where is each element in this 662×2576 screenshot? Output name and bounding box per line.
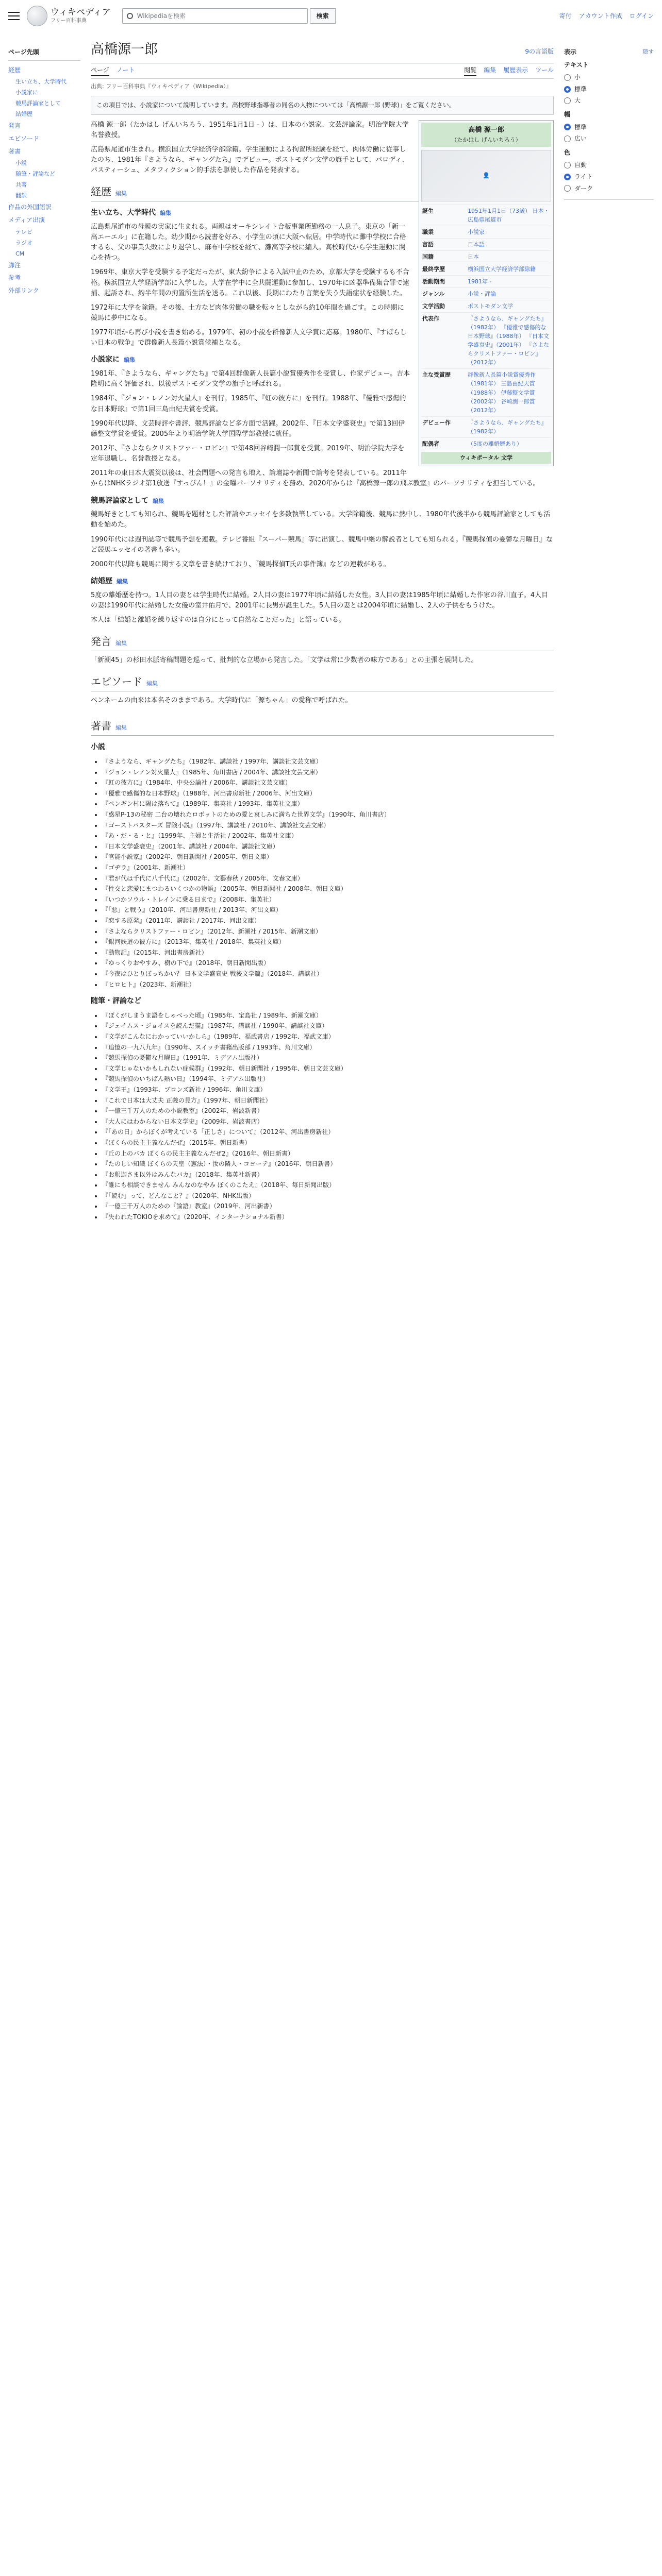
search-icon <box>127 13 133 19</box>
book-item: • 『大人にはわからない日本文学史』（2009年、岩波書店） <box>102 1116 554 1127</box>
book-item: • 『一億三千万人のための小説教室』（2002年、岩波新書） <box>102 1106 554 1116</box>
book-item: • 『競馬探偵の憂鬱な月曜日』（1991年、ミデアム出版社） <box>102 1053 554 1063</box>
infobox-row <box>421 226 551 238</box>
essays-heading: 随筆・評論など <box>91 997 141 1006</box>
radio-icon <box>564 162 571 168</box>
book-item: • 『失われたTOKIOを求めて』（2020年、インターナショナル新書） <box>102 1212 554 1223</box>
toc-item[interactable]: メディア出演 <box>8 216 45 224</box>
book-item: • 『たのしい知識 ぼくらの天皇（憲法）・汝の隣人・コヨーテ』（2016年、朝日新書） <box>102 1159 554 1170</box>
book-item: • 『ゴーストバスターズ 冒険小説』（1997年、講談社 / 2010年、講談社文芸文庫） <box>102 820 554 831</box>
paragraph: 1972年に大学を除籍。その後、土方など肉体労働の職を転々としながら約10年間を過ごす。この時期に競馬に夢中になる。 <box>91 303 404 323</box>
edit-link[interactable]: 編集 <box>160 210 171 217</box>
toc-item[interactable]: 外部リンク <box>8 286 39 294</box>
width-label: 幅 <box>564 110 571 118</box>
novels-heading: 小説 <box>91 743 105 752</box>
infobox-key: 活動期間 <box>422 278 445 285</box>
infobox-value[interactable]: ポストモダン文学 <box>468 303 514 310</box>
infobox-name: 高橋 源一郎 <box>468 126 504 134</box>
toc-list <box>8 64 80 297</box>
infobox-row <box>421 275 551 287</box>
language-button[interactable]: 9の言語版 <box>525 48 554 55</box>
book-item: • 『ペンギン村に陽は落ちて』（1989年、集英社 / 1993年、集英社文庫） <box>102 799 554 809</box>
infobox-key: デビュー作 <box>422 419 451 426</box>
book-item: • 『さよならクリストファー・ロビン』（2012年、新潮社 / 2015年、新潮文庫） <box>102 926 554 937</box>
radio-label: 自動 <box>574 161 587 169</box>
radio-icon <box>564 86 571 93</box>
book-item: • 『君が代は千代に八千代に』（2002年、文藝春秋 / 2005年、文春文庫） <box>102 873 554 884</box>
toc-subitem[interactable]: 競馬評論家として <box>15 100 61 107</box>
book-item: • 『ジェイムス・ジョイスを読んだ猫』（1987年、講談社 / 1990年、講談社文庫） <box>102 1021 554 1031</box>
infobox-value[interactable]: 『さようなら、ギャングたち』（1982年） 『優雅で感傷的な日本野球』（1988年） 『日本文学盛衰史』（2001年） 『さよならクリストファー・ロビン』（2012年） <box>468 315 549 366</box>
paragraph: 2000年代以降も競馬に関する文章を書き続けており、『競馬探偵T氏の事件簿』などの連載がある。 <box>91 560 390 568</box>
book-item: • 『性交と恋愛にまつわるいくつかの物語』（2005年、朝日新聞社 / 2008年、朝日文庫） <box>102 884 554 894</box>
paragraph: 2011年の東日本大震災以後は、社会問題への発言も増え、論壇誌や新聞で論考を発表している。2011年からはNHKラジオ第1放送『すっぴん！』の金曜パーソナリティを務め、2020年からは『高橋源一郎の飛ぶ教室』のパーソナリティを担当している。 <box>91 469 540 488</box>
toc-subitem[interactable]: 翻訳 <box>15 192 27 199</box>
infobox-row <box>421 263 551 275</box>
book-item: • 『虹の彼方に』（1984年、中央公論社 / 2006年、講談社文芸文庫） <box>102 777 554 788</box>
book-item: • 『ジョン・レノン対火星人』（1985年、角川書店 / 2004年、講談社文芸文庫） <box>102 767 554 778</box>
tab-edit[interactable]: 編集 <box>484 66 496 74</box>
book-item: • 『競馬探偵のいちばん熱い日』（1994年、ミデアム出版社） <box>102 1074 554 1084</box>
donate-link[interactable]: 寄付 <box>559 12 572 20</box>
book-item: • 『一億三千万人のための『論語』教室』（2019年、河出新書） <box>102 1201 554 1212</box>
infobox-key: 文学活動 <box>422 303 445 310</box>
width-option[interactable] <box>564 122 654 133</box>
book-item: • 『誰にも相談できません みんなのなやみ ぼくのこたえ』（2018年、毎日新聞出版） <box>102 1180 554 1191</box>
section-heading: 経歴 <box>91 185 111 198</box>
book-item: • 『日本文学盛衰史』（2001年、講談社 / 2004年、講談社文庫） <box>102 841 554 852</box>
radio-label: 広い <box>574 135 587 143</box>
logo-subtitle: フリー百科事典 <box>51 18 87 24</box>
book-item: • 『ゴヂラ』（2001年、新潮社） <box>102 862 554 873</box>
book-item: • 『優雅で感傷的な日本野球』（1988年、河出書房新社 / 2006年、河出文庫） <box>102 788 554 799</box>
toc-item[interactable]: 著書 <box>8 147 21 155</box>
paragraph: ペンネームの由来は本名そのままである。大学時代に「源ちゃん」の愛称で呼ばれた。 <box>91 697 352 705</box>
main-menu-icon[interactable] <box>8 12 20 20</box>
toc-subitem[interactable]: 小説家に <box>15 89 38 96</box>
toc-subitem[interactable]: テレビ <box>15 228 32 235</box>
radio-label: ライト <box>574 173 593 180</box>
infobox-key: ジャンル <box>422 291 445 298</box>
tab-read[interactable]: 閲覧 <box>464 65 476 76</box>
appearance-panel <box>564 47 654 205</box>
lead-paragraph: 高橋 源一郎（たかはし げんいちろう、1951年1月1日 - ）は、日本の小説家、文芸評論家。明治学院大学名誉教授。 <box>91 121 409 139</box>
toc-subitem[interactable]: ラジオ <box>15 239 32 246</box>
text-size-label: テキスト <box>564 61 589 69</box>
tab-tools[interactable]: ツール <box>535 66 554 74</box>
radio-label: 小 <box>574 74 581 81</box>
radio-label: 標準 <box>574 85 587 93</box>
toc-item[interactable]: 発言 <box>8 122 21 130</box>
edit-link[interactable]: 編集 <box>115 724 127 732</box>
login-link[interactable]: ログイン <box>629 12 654 20</box>
infobox-row <box>421 250 551 263</box>
header <box>0 0 662 32</box>
infobox-key: 国籍 <box>422 253 434 260</box>
novels-list <box>102 756 554 990</box>
paragraph: 2012年、『さよならクリストファー・ロビン』で第48回谷崎潤一郎賞を受賞。2019年、明治学院大学を定年退職し、名誉教授となる。 <box>91 445 405 463</box>
infobox-row <box>421 368 551 416</box>
edit-link[interactable]: 編集 <box>115 640 127 647</box>
book-item: • 『動物記』（2015年、河出書房新社） <box>102 947 554 958</box>
toc-subitem[interactable]: 共著 <box>15 181 27 189</box>
toc-item[interactable]: 経歴 <box>8 66 21 74</box>
subsection-heading: 競馬評論家として <box>91 496 148 505</box>
paragraph: 本人は「結婚と離婚を繰り返すのは自分にとって自然なことだった」と語っている。 <box>91 616 345 624</box>
toc-subitem[interactable]: CM <box>15 250 25 257</box>
radio-icon <box>564 74 571 81</box>
paragraph: 「新潮45」の杉田水脈寄稿問題を巡って、批判的な立場から発言した。「文学は常に少数者の味方である」との主張を展開した。 <box>91 656 478 665</box>
infobox-value[interactable]: 『さようなら、ギャングたち』（1982年） <box>468 419 547 435</box>
portrait-image[interactable]: 👤 <box>421 150 551 201</box>
tab-talk[interactable]: ノート <box>116 66 135 74</box>
section-heading: エピソード <box>91 675 142 688</box>
books-heading: 著書 <box>91 720 111 733</box>
section-heading: 発言 <box>91 635 111 648</box>
radio-label: 大 <box>574 97 581 105</box>
hide-button[interactable]: 隠す <box>642 48 654 55</box>
infobox-row <box>421 300 551 312</box>
infobox-value[interactable]: 小説・評論 <box>468 291 496 298</box>
book-item: • 『丘の上のバカ ぼくらの民主主義なんだぜ2』（2016年、朝日新書） <box>102 1148 554 1159</box>
toc-subitem[interactable]: 生い立ち、大学時代 <box>15 78 67 86</box>
book-item: • 『ヒロヒト』（2023年、新潮社） <box>102 979 554 990</box>
infobox-value[interactable]: 1981年 - <box>468 278 492 285</box>
radio-label: ダーク <box>574 184 593 192</box>
search-button[interactable]: 検索 <box>310 8 336 24</box>
infobox-value[interactable]: 群像新人長篇小説賞優秀作（1981年） 三島由紀夫賞（1988年） 伊藤整文学賞（2002年） 谷崎潤一郎賞（2012年） <box>468 371 536 414</box>
toc-title[interactable]: ページ先頭 <box>8 47 80 61</box>
infobox-row <box>421 205 551 226</box>
radio-label: 標準 <box>574 123 587 131</box>
infobox-key: 最終学歴 <box>422 265 445 273</box>
color-label: 色 <box>564 148 571 156</box>
infobox-footer[interactable]: ウィキポータル 文学 <box>421 452 551 464</box>
book-item: • 『さようなら、ギャングたち』（1982年、講談社 / 1997年、講談社文芸文庫） <box>102 756 554 767</box>
infobox-key: 言語 <box>422 241 434 248</box>
book-item: • 『ゆっくりおやすみ、樹の下で』（2018年、朝日新聞出版） <box>102 958 554 969</box>
infobox-row <box>421 238 551 250</box>
globe-icon <box>27 6 47 26</box>
paragraph: 1984年、『ジョン・レノン対火星人』を刊行。1985年、『虹の彼方に』を刊行。1988年、『優雅で感傷的な日本野球』で第1回三島由紀夫賞を受賞。 <box>91 395 406 413</box>
infobox-key: 主な受賞歴 <box>422 371 451 379</box>
toc-subitem[interactable]: 随筆・評論など <box>15 171 55 178</box>
paragraph: 1977年頃から再び小説を書き始める。1979年、初の小説を群像新人文学賞に応募。1980年、『すばらしい日本の戦争』で群像新人長篇小説賞候補となる。 <box>91 329 407 347</box>
tab-history[interactable]: 履歴表示 <box>503 66 528 74</box>
book-item: • 『これで日本は大丈夫 正義の見方』（1997年、朝日新聞社） <box>102 1095 554 1106</box>
infobox-key: 代表作 <box>422 315 439 323</box>
book-item: • 『ぼくらの民主主義なんだぜ』（2015年、朝日新書） <box>102 1138 554 1148</box>
book-item: • 『恋する原発』（2011年、講談社 / 2017年、河出文庫） <box>102 916 554 926</box>
appearance-title: 表示 <box>564 48 577 56</box>
edit-link[interactable]: 編集 <box>124 357 135 364</box>
wikipedia-logo[interactable] <box>27 6 111 26</box>
infobox-key: 職業 <box>422 228 434 235</box>
book-item: • 『「あの日」からぼくが考えている「正しさ」について』（2012年、河出書房新社） <box>102 1127 554 1138</box>
toc-item[interactable]: 参考 <box>8 274 21 282</box>
infobox-value[interactable]: 小説家 <box>468 228 485 235</box>
book-item: • 『文学じゃないかもしれない症候群』（1992年、朝日新聞社 / 1995年、朝日文芸文庫） <box>102 1063 554 1074</box>
infobox-value[interactable]: 日本語 <box>468 241 485 248</box>
infobox-row <box>421 287 551 300</box>
book-item: • 『お釈迦さま以外はみんなバカ』（2018年、集英社新書） <box>102 1170 554 1180</box>
subsection-heading: 生い立ち、大学時代 <box>91 209 156 217</box>
infobox-value[interactable]: （5度の離婚歴あり） <box>468 440 522 447</box>
infobox-value[interactable]: 横浜国立大学経済学部除籍 <box>468 265 536 273</box>
radio-icon <box>564 174 571 180</box>
edit-link[interactable]: 編集 <box>146 680 158 687</box>
infobox <box>419 120 554 466</box>
book-item: • 『文学がこんなにわかっていいかしら』（1989年、福武書店 / 1992年、福武文庫） <box>102 1031 554 1042</box>
main-content <box>91 32 554 1227</box>
color-option[interactable] <box>564 171 654 183</box>
infobox-value[interactable]: 1951年1月1日（73歳） 日本・広島県尾道市 <box>468 207 550 223</box>
book-item: • 『今夜はひとりぼっちかい？ 日本文学盛衰史 戦後文学篇』（2018年、講談社） <box>102 969 554 979</box>
radio-icon <box>564 124 571 130</box>
paragraph: 競馬好きとしても知られ、競馬を題材とした評論やエッセイを多数執筆している。大学除籍後、競馬に熱中し、1980年代後半から競馬評論家としても活動を始めた。 <box>91 511 551 529</box>
table-of-contents <box>8 47 80 297</box>
paragraph: 1990年代以降、文芸時評や書評、競馬評論など多方面で活躍。2002年、『日本文学盛衰史』で第13回伊藤整文学賞を受賞。2005年より明治学院大学国際学部教授に就任。 <box>91 419 405 438</box>
toc-subitem[interactable]: 小説 <box>15 160 27 167</box>
book-item: • 『いつかソウル・トレインに乗る日まで』（2008年、集英社） <box>102 894 554 905</box>
create-account-link[interactable]: アカウント作成 <box>578 12 622 20</box>
tab-page[interactable]: ページ <box>91 65 109 76</box>
book-item: • 『あ・だ・る・と』（1999年、主婦と生活社 / 2002年、集英社文庫） <box>102 831 554 841</box>
width-option[interactable] <box>564 133 654 145</box>
text-size-option[interactable] <box>564 95 654 107</box>
book-item: • 『銀河鉄道の彼方に』（2013年、集英社 / 2018年、集英社文庫） <box>102 937 554 947</box>
toc-item[interactable]: 作品の外国語訳 <box>8 204 52 211</box>
toc-item[interactable]: エピソード <box>8 134 40 142</box>
book-item: • 『官能小説家』（2002年、朝日新聞社 / 2005年、朝日文庫） <box>102 852 554 862</box>
infobox-value[interactable]: 日本 <box>468 253 479 260</box>
book-item: • 『ぼくがしまうま語をしゃべった頃』（1985年、宝島社 / 1989年、新潮文庫） <box>102 1010 554 1021</box>
infobox-key: 配偶者 <box>422 440 439 447</box>
edit-link[interactable]: 編集 <box>153 497 164 504</box>
page-title: 高橋源一郎 <box>91 42 158 57</box>
subsection-heading: 小説家に <box>91 355 120 364</box>
infobox-row <box>421 312 551 368</box>
logo-title: ウィキペディア <box>51 7 111 18</box>
search-placeholder: Wikipediaを検索 <box>137 12 186 20</box>
book-item: • 『惑星P-13の秘密 二台の壊れたロボットのための愛と哀しみに満ちた世界文学』（1990年、角川書店） <box>102 809 554 820</box>
toc-subitem[interactable]: 結婚歴 <box>15 111 32 118</box>
infobox-row <box>421 416 551 437</box>
infobox-row <box>421 437 551 450</box>
infobox-reading: （たかはし げんいちろう） <box>451 136 521 143</box>
lead-paragraph: 広島県尾道市生まれ。横浜国立大学経済学部除籍。学生運動による拘置所経験を経て、肉体労働に従事したのち、1981年『さようなら、ギャングたち』でデビュー。ポストモダン文学の旗手として、パロディ、パスティーシュ、メタフィクション的手法を駆使した作品を発表する。 <box>91 145 409 175</box>
edit-link[interactable]: 編集 <box>115 190 127 197</box>
subsection-heading: 結婚歴 <box>91 577 112 585</box>
book-item: • 『「悪」と戦う』（2010年、河出書房新社 / 2013年、河出文庫） <box>102 905 554 916</box>
essays-list <box>102 1010 554 1223</box>
book-item: • 『文学王』（1993年、ブロンズ新社 / 1996年、角川文庫） <box>102 1084 554 1095</box>
page-tabs <box>91 63 554 79</box>
tagline: 出典: フリー百科事典『ウィキペディア（Wikipedia）』 <box>91 82 232 90</box>
text-size-option[interactable] <box>564 72 654 83</box>
paragraph: 1990年代には週刊誌等で競馬予想を連載。テレビ番組『スーパー競馬』等に出演し、競馬中継の解説者としても知られる。『競馬探偵の憂鬱な月曜日』など競馬エッセイの著書も多い。 <box>91 535 553 554</box>
radio-icon <box>564 185 571 192</box>
search-input[interactable] <box>122 8 308 24</box>
color-option[interactable] <box>564 183 654 195</box>
radio-icon <box>564 97 571 104</box>
book-item: • 『追憶の一九八九年』（1990年、スイッチ書籍出版部 / 1993年、角川文庫） <box>102 1042 554 1053</box>
color-option[interactable] <box>564 159 654 171</box>
radio-icon <box>564 135 571 142</box>
paragraph: 1981年、『さようなら、ギャングたち』で第4回群像新人長篇小説賞優秀作を受賞し、作家デビュー。吉本隆明に高く評価され、以後ポストモダン文学の旗手と呼ばれる。 <box>91 370 410 388</box>
toc-item[interactable]: 脚注 <box>8 261 21 269</box>
edit-link[interactable]: 編集 <box>117 578 128 585</box>
paragraph: 5度の離婚歴を持つ。1人目の妻とは学生時代に結婚。2人目の妻は1977年頃に結婚した女性。3人目の妻は1985年頃に結婚した作家の谷川直子。4人目の妻は1990年代に結婚した女優の室井佑月で、2001年に長男が誕生した。5人目の妻とは2004年頃に結婚し、2人の子供をもうけた。 <box>91 591 549 609</box>
user-links <box>559 11 654 21</box>
paragraph: 広島県尾道市の母親の実家に生まれる。両親はオーキシレイト合板事業所勤務の一人息子。東京の「新一高エーエル」に在籍した。幼少期から読書を好み、小学生の頃に大阪へ転居。中学時代に灘中学校に合格するも、父の事業失敗により退学し、麻布中学校を経て、灘高等学校に編入。高校時代から学生運動に関心を持つ。 <box>91 223 406 262</box>
paragraph: 1969年、東京大学を受験する予定だったが、東大紛争による入試中止のため、京都大学を受験するも不合格。横浜国立大学経済学部に入学した。大学在学中に全共闘運動に参加し、1970年に凶器準備集合罪で逮捕、起訴され、約半年間の拘置所生活を送る。これ以後、長期にわたり言葉を失う失語症状を経験した。 <box>91 268 410 297</box>
text-size-option[interactable] <box>564 83 654 95</box>
book-item: • 『「読む」って、どんなこと？』（2020年、NHK出版） <box>102 1191 554 1201</box>
hatnote: この項目では、小説家について説明しています。高校野球指導者の同名の人物については「高橋源一郎 (野球)」をご覧ください。 <box>91 96 554 115</box>
infobox-key: 誕生 <box>422 207 434 214</box>
